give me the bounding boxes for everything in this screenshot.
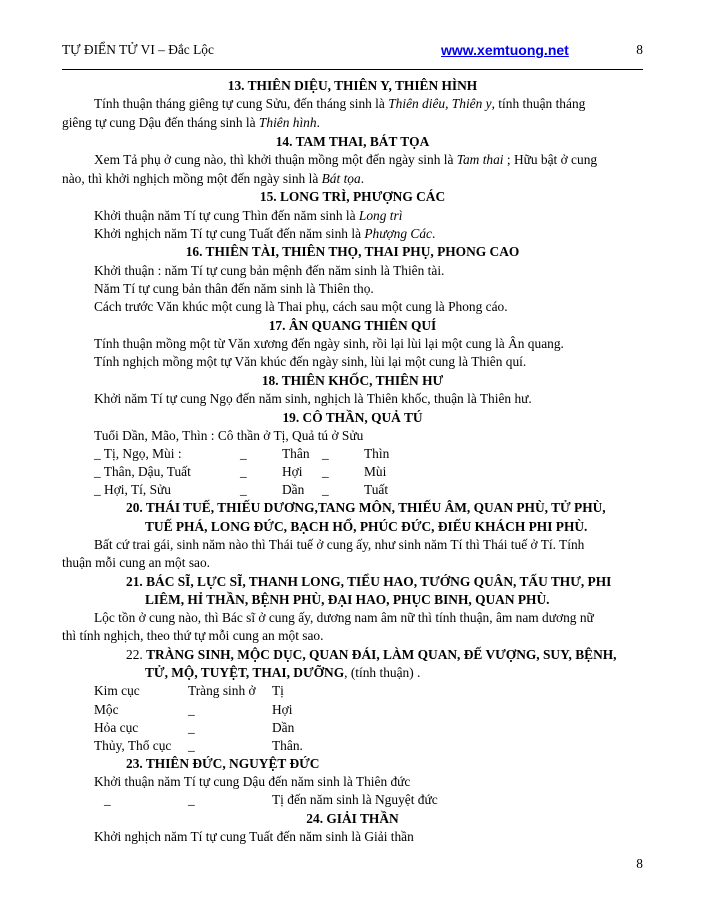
heading-19: 19. CÔ THẦN, QUẢ TÚ xyxy=(282,410,423,425)
s22-row-c: Hợi xyxy=(272,702,293,717)
s19-line1: Tuổi Dần, Mão, Thìn : Cô thần ở Tị, Quả tú ở Sửu xyxy=(94,428,364,443)
heading-22-line1: 22. TRÀNG SINH, MỘC DỤC, QUAN ĐÁI, LÀM QUAN, ĐẾ VƯỢNG, SUY, BỆNH, xyxy=(126,647,617,662)
s22-row-a: Mộc xyxy=(94,702,119,717)
s19-row-b: _ xyxy=(240,446,247,461)
heading-17: 17. ÂN QUANG THIÊN QUÍ xyxy=(268,318,437,333)
heading-18: 18. THIÊN KHỐC, THIÊN HƯ xyxy=(261,373,444,388)
s19-row-d: _ xyxy=(322,464,329,479)
s19-row-a: _ Hợi, Tí, Sửu xyxy=(94,482,171,497)
heading-21-line1: 21. BÁC SĨ, LỰC SĨ, THANH LONG, TIỂU HAO, TƯỚNG QUÂN, TẤU THƯ, PHI xyxy=(126,574,612,589)
s19-row-d: _ xyxy=(322,482,329,497)
s24-line1: Khởi nghịch năm Tí tự cung Tuất đến năm sinh là Giải thần xyxy=(94,829,414,844)
s15-line1: Khởi thuận năm Tí tự cung Thìn đến năm sinh là Long trì xyxy=(94,208,403,223)
s19-row-c: Thân xyxy=(282,446,310,461)
heading-24: 24. GIẢI THẦN xyxy=(306,811,399,826)
s22-row-b: _ xyxy=(188,720,195,735)
website-link[interactable]: www.xemtuong.net xyxy=(441,42,569,58)
s15-line2: Khởi nghịch năm Tí tự cung Tuất đến năm sinh là Phượng Các. xyxy=(94,226,436,241)
s21-line2: thì tính nghịch, theo thứ tự mỗi cung an một sao. xyxy=(62,628,324,643)
s22-row-b: _ xyxy=(188,702,195,717)
s19-row-e: Tuất xyxy=(364,482,389,497)
s20-line1: Bất cứ trai gái, sinh năm nào thì Thái tuế ở cung ấy, như sinh năm Tí thì Thái tuế ở Tí. Tính xyxy=(94,537,585,552)
s23-line2-a: _ xyxy=(104,792,111,807)
s14-line1: Xem Tả phụ ở cung nào, thì khởi thuận mồng một đến ngày sinh là Tam thai ; Hữu bật ở cung xyxy=(94,152,598,167)
s13-line2: giêng tự cung Dậu đến tháng sinh là Thiên hình. xyxy=(62,115,320,130)
heading-16: 16. THIÊN TÀI, THIÊN THỌ, THAI PHỤ, PHONG CAO xyxy=(185,244,520,259)
s22-row-a: Hỏa cục xyxy=(94,720,139,735)
s22-row-b: Tràng sinh ở xyxy=(188,683,256,698)
heading-23: 23. THIÊN ĐỨC, NGUYỆT ĐỨC xyxy=(126,756,320,771)
s19-row-a: _ Tị, Ngọ, Mùi : xyxy=(94,446,182,461)
heading-13: 13. THIÊN DIỆU, THIÊN Y, THIÊN HÌNH xyxy=(227,78,478,93)
s19-row-d: _ xyxy=(322,446,329,461)
heading-21-line2: LIÊM, HỈ THẦN, BỆNH PHÙ, ĐẠI HAO, PHỤC BINH, QUAN PHÙ. xyxy=(145,592,550,607)
s14-line2: nào, thì khởi nghịch mồng một đến ngày sinh là Bát tọa. xyxy=(62,171,365,186)
s22-row-c: Tị xyxy=(272,683,284,698)
s16-line2: Năm Tí tự cung bản thân đến năm sinh là Thiên thọ. xyxy=(94,281,374,296)
heading-14: 14. TAM THAI, BÁT TỌA xyxy=(275,134,430,149)
heading-15: 15. LONG TRÌ, PHƯỢNG CÁC xyxy=(259,189,446,204)
s23-line1: Khởi thuận năm Tí tự cung Dậu đến năm sinh là Thiên đức xyxy=(94,774,411,789)
s19-row-c: Dần xyxy=(282,482,305,497)
footer-page-number: 8 xyxy=(636,856,643,871)
s17-line2: Tính nghịch mồng một tự Văn khúc đến ngày sinh, lùi lại một cung là Thiên quí. xyxy=(94,354,527,369)
s16-line3: Cách trước Văn khúc một cung là Thai phụ, cách sau một cung là Phong cáo. xyxy=(94,299,508,314)
s23-line2-c: Tị đến năm sinh là Nguyệt đức xyxy=(272,792,438,807)
header-page-number: 8 xyxy=(636,42,643,57)
s19-row-c: Hợi xyxy=(282,464,303,479)
s22-row-b: _ xyxy=(188,738,195,753)
heading-20-line2: TUẾ PHÁ, LONG ĐỨC, BẠCH HỔ, PHÚC ĐỨC, ĐIẾU KHÁCH PHI PHÙ. xyxy=(145,519,588,534)
s22-row-a: Kim cục xyxy=(94,683,140,698)
s20-line2: thuận mỗi cung an một sao. xyxy=(62,555,211,570)
s22-row-c: Thân. xyxy=(272,738,303,753)
page-header xyxy=(62,42,643,62)
s19-row-b: _ xyxy=(240,464,247,479)
s23-line2-b: _ xyxy=(188,792,195,807)
heading-20-line1: 20. THÁI TUẾ, THIẾU DƯƠNG,TANG MÔN, THIẾU ÂM, QUAN PHÙ, TỬ PHÙ, xyxy=(126,500,606,515)
s22-row-a: Thủy, Thổ cục xyxy=(94,738,172,753)
s19-row-e: Thìn xyxy=(364,446,390,461)
header-title: TỰ ĐIỂN TỬ VI – Đắc Lộc xyxy=(62,42,214,57)
s16-line1: Khởi thuận : năm Tí tự cung bản mệnh đến năm sinh là Thiên tài. xyxy=(94,263,445,278)
heading-22-line2: TỬ, MỘ, TUYỆT, THAI, DƯỠNG, (tính thuận) . xyxy=(145,665,421,680)
s22-row-c: Dần xyxy=(272,720,295,735)
s13-line1: Tính thuận tháng giêng tự cung Sửu, đến tháng sinh là Thiên diêu, Thiên y, tính thuận tháng xyxy=(94,96,586,111)
s19-row-b: _ xyxy=(240,482,247,497)
s17-line1: Tính thuận mồng một từ Văn xương đến ngày sinh, rồi lại lùi lại một cung là Ân quang. xyxy=(94,336,564,351)
s21-line1: Lộc tồn ở cung nào, thì Bác sĩ ở cung ấy, dương nam âm nữ thì tính thuận, âm nam dương nữ xyxy=(94,610,594,625)
s19-row-e: Mùi xyxy=(364,464,387,479)
header-rule xyxy=(62,69,643,70)
s19-row-a: _ Thân, Dậu, Tuất xyxy=(94,464,191,479)
s18-line1: Khởi năm Tí tự cung Ngọ đến năm sinh, nghịch là Thiên khốc, thuận là Thiên hư. xyxy=(94,391,532,406)
